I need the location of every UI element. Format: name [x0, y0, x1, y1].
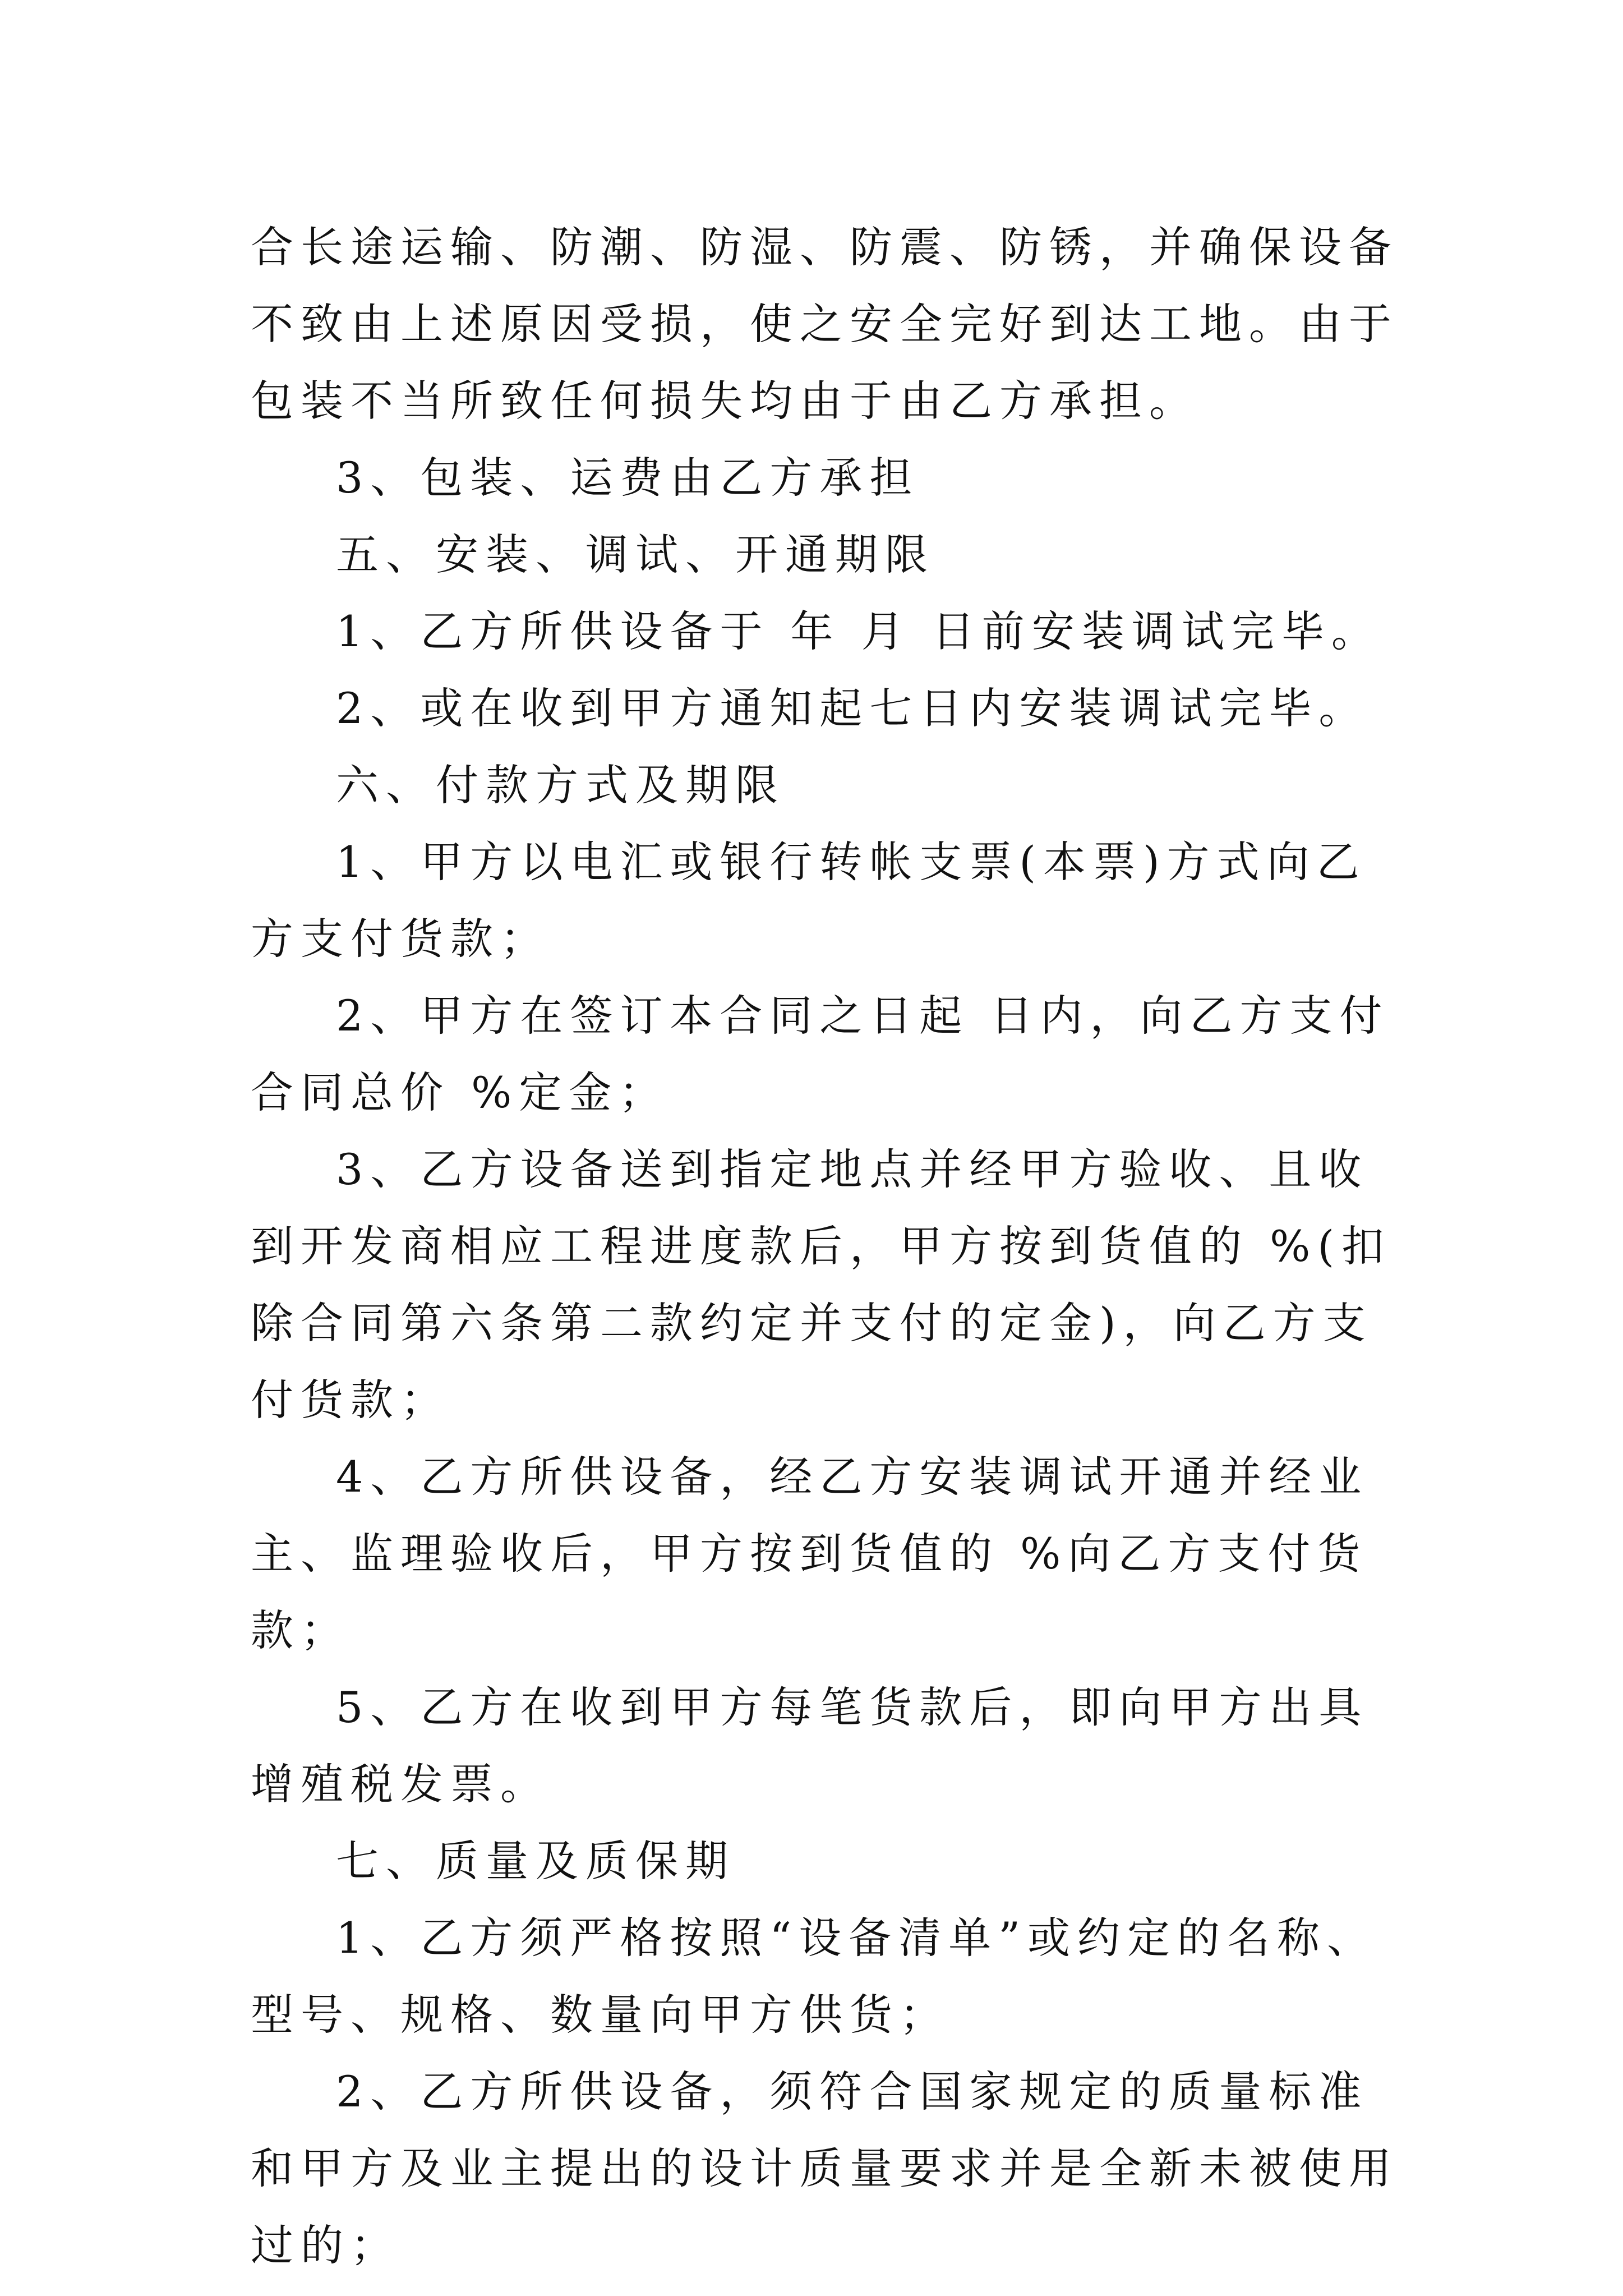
section-heading-payment: 六、付款方式及期限 — [336, 760, 785, 810]
paragraph-supply-specification: 1、乙方须严格按照“设备清单”或约定的名称、型号、规格、数量向甲方供货； — [251, 1913, 1377, 2040]
paragraph-payment-method: 1、甲方以电汇或银行转帐支票(本票)方式向乙方支付货款； — [251, 837, 1367, 964]
paragraph-installation-notice: 2、或在收到甲方通知起七日内安装调试完毕。 — [336, 683, 1369, 733]
paragraph-quality-standard: 2、乙方所供设备，须符合国家规定的质量标准和甲方及业主提出的设计质量要求并是全新未被使用过的； — [251, 2067, 1399, 2270]
paragraph-delivery-payment: 3、乙方设备送到指定地点并经甲方验收、且收到开发商相应工程进度款后，甲方按到货值的 %(扣除合同第六条第二款约定并支付的定金)，向乙方支付货款； — [251, 1144, 1392, 1425]
paragraph-deposit: 2、甲方在签订本合同之日起 日内，向乙方支付合同总价 %定金； — [251, 991, 1390, 1117]
paragraph-invoice: 5、乙方在收到甲方每笔货款后，即向甲方出具增殖税发票。 — [251, 1682, 1369, 1809]
paragraph-packaging-freight: 3、包装、运费由乙方承担 — [336, 453, 920, 503]
paragraph-acceptance-payment: 4、乙方所供设备，经乙方安装调试开通并经业主、监理验收后，甲方按到货值的 %向乙方支付货款； — [251, 1452, 1369, 1655]
section-heading-quality: 七、质量及质保期 — [336, 1836, 735, 1886]
section-heading-installation: 五、安装、调试、开通期限 — [336, 530, 935, 579]
document-body — [251, 209, 1400, 2284]
paragraph-continuation: 合长途运输、防潮、防湿、防震、防锈，并确保设备不致由上述原因受损，使之安全完好到达工地。由于包装不当所致任何损失均由于由乙方承担。 — [251, 222, 1399, 426]
paragraph-installation-deadline: 1、乙方所供设备于 年 月 日前安装调试完毕。 — [336, 606, 1381, 656]
